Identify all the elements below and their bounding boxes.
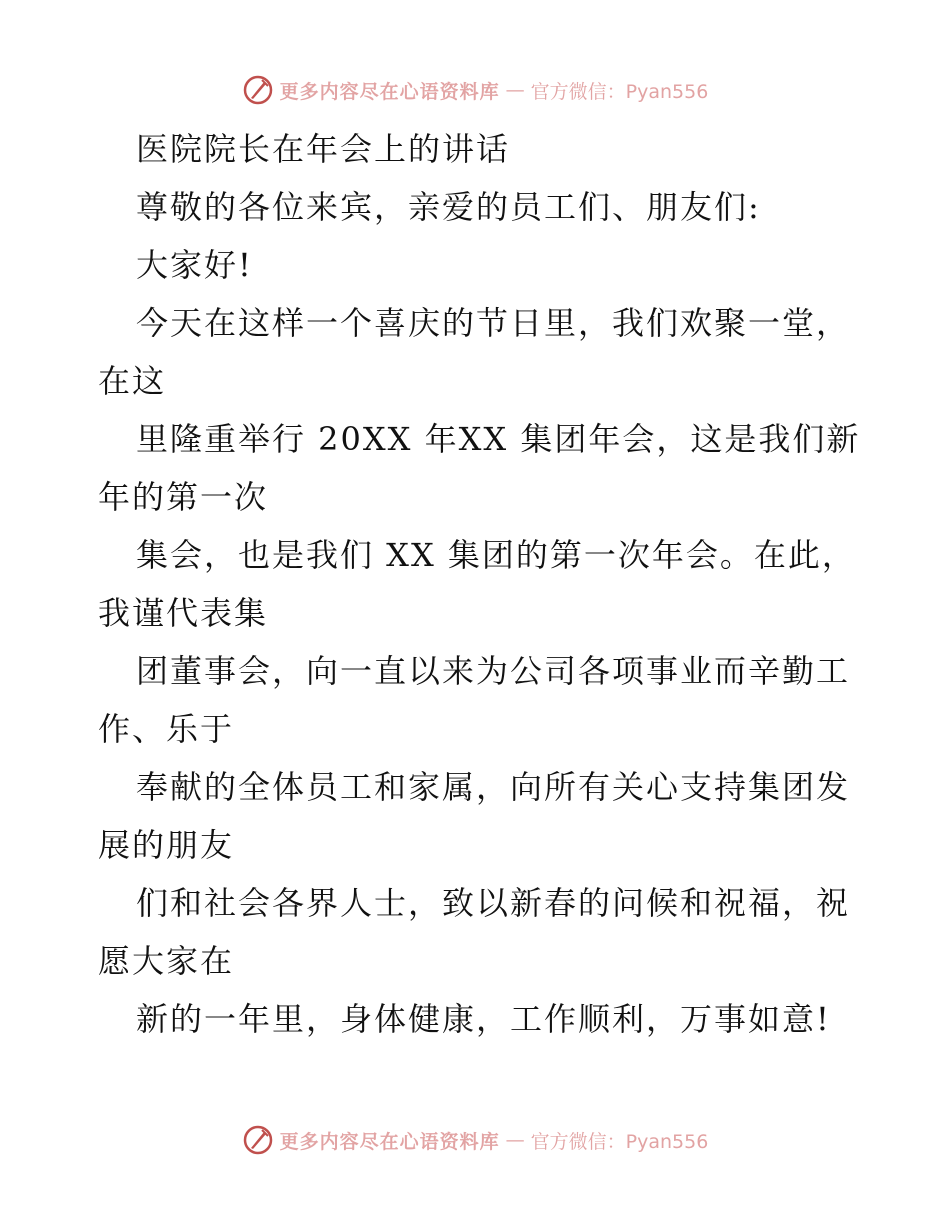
- watermark-contact: 官方微信：Pyan556: [530, 1130, 709, 1153]
- paragraph-line: 今天在这样一个喜庆的节日里，我们欢聚一堂，: [136, 304, 851, 342]
- paragraph-line: 团董事会，向一直以来为公司各项事业而辛勤工: [136, 652, 851, 690]
- paragraph-line: 作、乐于: [98, 710, 235, 748]
- paragraph-line: 在这: [98, 362, 167, 400]
- paragraph-line: 愿大家在: [98, 942, 235, 980]
- document-title: 医院院长在年会上的讲话: [136, 130, 511, 168]
- quill-logo-icon: [242, 74, 274, 106]
- greeting: 大家好!: [136, 246, 253, 284]
- paragraph-line: 我谨代表集: [98, 594, 269, 632]
- salutation: 尊敬的各位来宾，亲爱的员工们、朋友们:: [136, 188, 761, 226]
- footer-watermark: [0, 1120, 950, 1160]
- watermark-brand: 更多内容尽在心语资料库: [279, 80, 500, 103]
- quill-logo-icon: [242, 1124, 274, 1156]
- paragraph-line: 新的一年里，身体健康，工作顺利，万事如意!: [136, 1000, 831, 1038]
- paragraph-line: 集会，也是我们 XX 集团的第一次年会。在此，: [136, 536, 856, 574]
- paragraph-line: 奉献的全体员工和家属，向所有关心支持集团发: [136, 768, 851, 806]
- paragraph-line: 年的第一次: [98, 478, 269, 516]
- watermark-separator: —: [505, 1129, 525, 1151]
- document-body: [98, 120, 861, 1048]
- paragraph-line: 展的朋友: [98, 826, 235, 864]
- watermark-contact: 官方微信：Pyan556: [530, 80, 709, 103]
- paragraph-line: 们和社会各界人士，致以新春的问候和祝福，祝: [136, 884, 851, 922]
- watermark-brand: 更多内容尽在心语资料库: [279, 1130, 500, 1153]
- watermark-separator: —: [505, 79, 525, 101]
- header-watermark: [0, 70, 950, 110]
- paragraph-line: 里隆重举行 20XX 年XX 集团年会，这是我们新: [136, 420, 861, 458]
